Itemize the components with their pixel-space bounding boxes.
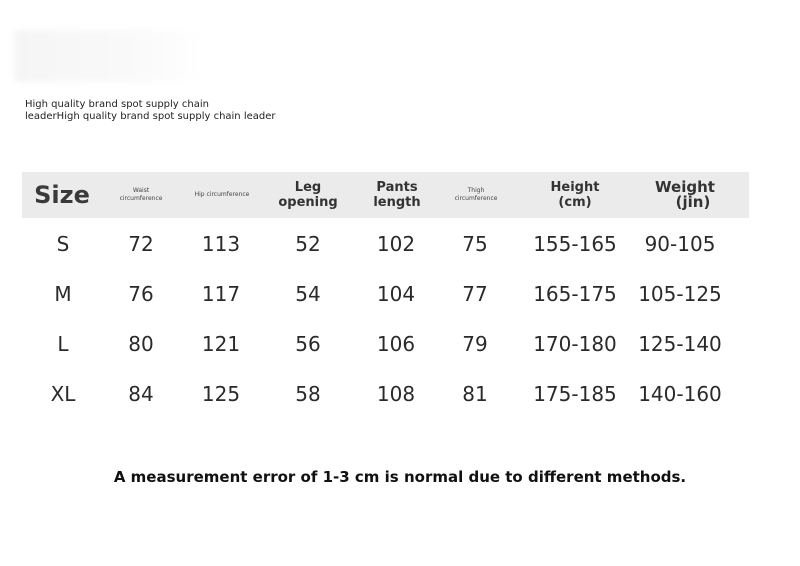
brand-line-1: High quality brand spot supply chain	[25, 99, 209, 110]
cell-size-s: S	[56, 232, 70, 256]
header-waist	[106, 172, 176, 218]
cell-pants-xl: 108	[376, 382, 416, 406]
header-height	[530, 172, 620, 218]
header-leg-opening	[268, 172, 348, 218]
header-weight-line1: Weight	[655, 178, 715, 196]
cell-pants-m: 104	[376, 282, 416, 306]
cell-thigh-m: 77	[462, 282, 488, 306]
header-thigh-label: Thigh circumference	[454, 187, 498, 202]
cell-size-xl: XL	[50, 382, 76, 406]
header-pants-length	[358, 172, 436, 218]
cell-leg-l: 56	[295, 332, 321, 356]
cell-leg-s: 52	[295, 232, 321, 256]
cell-height-xl: 175-185	[533, 382, 617, 406]
cell-weight-m: 105-125	[638, 282, 722, 306]
header-leg-line1: Leg	[294, 180, 322, 195]
blurred-logo-area	[14, 30, 204, 82]
header-pants-line2: length	[373, 195, 421, 210]
cell-leg-m: 54	[295, 282, 321, 306]
cell-pants-s: 102	[376, 232, 416, 256]
cell-weight-s: 90-105	[644, 232, 716, 256]
measurement-note: A measurement error of 1-3 cm is normal due to different methods.	[113, 468, 687, 486]
header-height-line1: Height	[550, 180, 600, 195]
header-hip-label: Hip circumference	[194, 191, 250, 198]
cell-waist-xl: 84	[128, 382, 154, 406]
header-weight	[640, 172, 730, 218]
cell-leg-xl: 58	[295, 382, 321, 406]
cell-pants-l: 106	[376, 332, 416, 356]
header-thigh	[440, 172, 512, 218]
cell-size-l: L	[57, 332, 69, 356]
header-pants-line1: Pants	[376, 180, 418, 195]
header-weight-line2: (jin)	[675, 193, 711, 211]
cell-hip-m: 117	[201, 282, 241, 306]
cell-height-l: 170-180	[533, 332, 617, 356]
cell-size-m: M	[54, 282, 72, 306]
cell-weight-l: 125-140	[638, 332, 722, 356]
cell-weight-xl: 140-160	[638, 382, 722, 406]
cell-height-s: 155-165	[533, 232, 617, 256]
cell-hip-xl: 125	[201, 382, 241, 406]
cell-thigh-l: 79	[462, 332, 488, 356]
header-size-label: Size	[34, 181, 90, 209]
header-height-line2: (cm)	[558, 195, 592, 210]
cell-thigh-s: 75	[462, 232, 488, 256]
cell-hip-s: 113	[201, 232, 241, 256]
brand-tagline	[25, 99, 276, 123]
header-size	[26, 172, 98, 218]
brand-line-2: leaderHigh quality brand spot supply chain leader	[25, 111, 276, 122]
header-leg-line2: opening	[278, 195, 338, 210]
cell-waist-l: 80	[128, 332, 154, 356]
header-hip	[186, 172, 258, 218]
cell-waist-s: 72	[128, 232, 154, 256]
header-waist-label: Waist circumference	[119, 187, 163, 202]
cell-height-m: 165-175	[533, 282, 617, 306]
cell-thigh-xl: 81	[462, 382, 488, 406]
cell-waist-m: 76	[128, 282, 154, 306]
cell-hip-l: 121	[201, 332, 241, 356]
